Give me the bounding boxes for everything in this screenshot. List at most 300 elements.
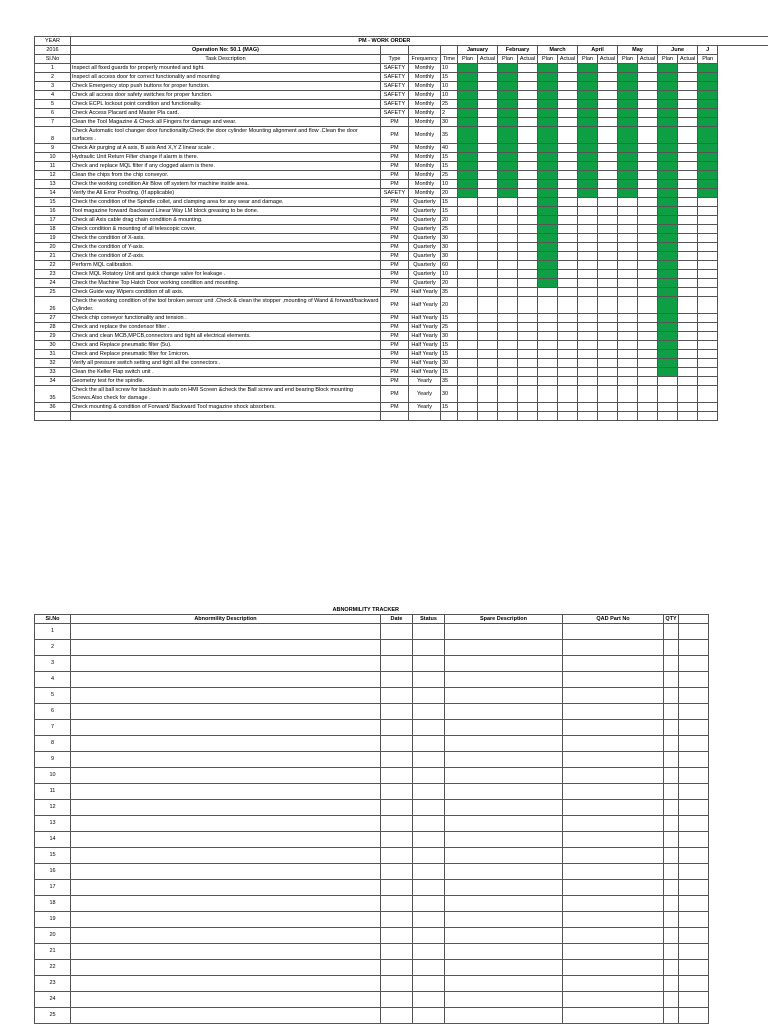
- task-description: Check Guide way Wipers condition of all axis.: [71, 288, 381, 297]
- task-number: 35: [35, 386, 71, 403]
- plan-cell: [618, 288, 638, 297]
- plan-cell: [698, 118, 718, 127]
- pm-task-row: [35, 341, 768, 350]
- actual-cell: [558, 73, 578, 82]
- task-number: 1: [35, 64, 71, 73]
- plan-cell: [658, 207, 678, 216]
- abnormality-qty-cell: [664, 864, 679, 880]
- month-header: J: [698, 46, 718, 55]
- task-time: 15: [441, 207, 458, 216]
- plan-cell: [498, 252, 518, 261]
- plan-cell: [658, 341, 678, 350]
- task-description: Check and Replace pneumatic filter (5u).: [71, 341, 381, 350]
- plan-cell: [458, 386, 478, 403]
- plan-cell: [658, 323, 678, 332]
- task-number: 30: [35, 341, 71, 350]
- plan-cell: [538, 73, 558, 82]
- abnormality-date-cell: [381, 1008, 413, 1024]
- plan-cell: [698, 189, 718, 198]
- actual-cell: [598, 403, 618, 412]
- actual-cell: [558, 198, 578, 207]
- actual-cell: [598, 225, 618, 234]
- actual-cell: [638, 162, 658, 171]
- task-description: Check the condition of Y-axis.: [71, 243, 381, 252]
- task-description: Clean the chips from the chip conveyor.: [71, 171, 381, 180]
- month-header: March: [538, 46, 578, 55]
- task-frequency: Quarterly: [409, 252, 441, 261]
- spacer-cell: [679, 928, 709, 944]
- spacer-cell: [679, 800, 709, 816]
- actual-cell: [678, 207, 698, 216]
- plan-cell: [498, 359, 518, 368]
- plan-cell: [498, 332, 518, 341]
- plan-cell: [618, 82, 638, 91]
- actual-cell: [678, 171, 698, 180]
- actual-cell: [518, 171, 538, 180]
- plan-header: Plan: [498, 55, 518, 64]
- spacer-cell: [718, 180, 768, 189]
- pm-task-row: [35, 82, 768, 91]
- actual-cell: [518, 91, 538, 100]
- spacer-cell: [679, 736, 709, 752]
- plan-cell: [698, 198, 718, 207]
- spacer-cell: [718, 368, 768, 377]
- plan-cell: [498, 91, 518, 100]
- abnormality-status-cell: [413, 976, 445, 992]
- abnormality-row: [35, 944, 709, 960]
- actual-cell: [558, 288, 578, 297]
- plan-cell: [538, 234, 558, 243]
- actual-cell: [518, 82, 538, 91]
- plan-cell: [458, 243, 478, 252]
- task-description: Check Access Placard and Master Pla card.: [71, 109, 381, 118]
- actual-cell: [478, 82, 498, 91]
- abnormality-description-cell: [71, 960, 381, 976]
- abnormality-qty-cell: [664, 816, 679, 832]
- abnormality-date-cell: [381, 816, 413, 832]
- task-number: 25: [35, 288, 71, 297]
- task-type: PM: [381, 180, 409, 189]
- actual-header: Actual: [558, 55, 578, 64]
- pm-task-row: [35, 109, 768, 118]
- plan-cell: [458, 153, 478, 162]
- actual-cell: [598, 288, 618, 297]
- plan-cell: [578, 403, 598, 412]
- actual-cell: [598, 243, 618, 252]
- plan-cell: [458, 82, 478, 91]
- plan-cell: [498, 341, 518, 350]
- plan-cell: [498, 234, 518, 243]
- pm-task-row: [35, 100, 768, 109]
- plan-cell: [498, 162, 518, 171]
- actual-cell: [638, 82, 658, 91]
- actual-cell: [598, 198, 618, 207]
- actual-cell: [638, 118, 658, 127]
- time-header: Time: [441, 55, 458, 64]
- actual-header: Actual: [478, 55, 498, 64]
- abnormality-row: [35, 896, 709, 912]
- task-type: PM: [381, 314, 409, 323]
- abnormality-date-cell: [381, 688, 413, 704]
- spare-header: Spare Description: [445, 615, 563, 624]
- actual-cell: [638, 100, 658, 109]
- plan-cell: [618, 64, 638, 73]
- actual-cell: [478, 368, 498, 377]
- actual-cell: [598, 64, 618, 73]
- task-time: 20: [441, 189, 458, 198]
- abnormality-spare-cell: [445, 880, 563, 896]
- spacer-cell: [718, 261, 768, 270]
- plan-cell: [698, 377, 718, 386]
- plan-cell: [538, 261, 558, 270]
- task-description: Inspect all fixed guards for properly mounted and tight.: [71, 64, 381, 73]
- plan-cell: [618, 109, 638, 118]
- task-number: 4: [35, 91, 71, 100]
- plan-cell: [538, 207, 558, 216]
- actual-cell: [678, 118, 698, 127]
- actual-cell: [598, 82, 618, 91]
- task-frequency: Half Yearly: [409, 288, 441, 297]
- plan-cell: [458, 109, 478, 118]
- actual-cell: [678, 82, 698, 91]
- actual-cell: [678, 162, 698, 171]
- pm-task-row: [35, 359, 768, 368]
- actual-cell: [558, 377, 578, 386]
- actual-cell: [558, 82, 578, 91]
- spacer-cell: [718, 332, 768, 341]
- plan-cell: [658, 109, 678, 118]
- spacer-cell: [718, 100, 768, 109]
- actual-cell: [518, 207, 538, 216]
- abnormality-slno: 22: [35, 960, 71, 976]
- actual-cell: [478, 162, 498, 171]
- actual-cell: [478, 100, 498, 109]
- actual-cell: [638, 288, 658, 297]
- actual-cell: [558, 162, 578, 171]
- actual-cell: [558, 261, 578, 270]
- pm-task-row: [35, 118, 768, 127]
- plan-cell: [698, 100, 718, 109]
- abnormality-row: [35, 864, 709, 880]
- pm-work-order-table: [34, 36, 768, 421]
- abnormality-row: [35, 880, 709, 896]
- plan-cell: [698, 144, 718, 153]
- spacer-cell: [718, 153, 768, 162]
- task-number: 19: [35, 234, 71, 243]
- task-description: Check MQL Rotatory Unit and quick change valve for leakage .: [71, 270, 381, 279]
- task-number: 33: [35, 368, 71, 377]
- actual-cell: [518, 261, 538, 270]
- actual-cell: [558, 368, 578, 377]
- plan-cell: [498, 118, 518, 127]
- task-frequency: Quarterly: [409, 234, 441, 243]
- actual-cell: [638, 180, 658, 189]
- actual-cell: [638, 153, 658, 162]
- plan-cell: [698, 180, 718, 189]
- spacer-cell: [718, 350, 768, 359]
- actual-cell: [638, 297, 658, 314]
- task-number: 6: [35, 109, 71, 118]
- actual-cell: [558, 323, 578, 332]
- abnormality-date-cell: [381, 704, 413, 720]
- abnormality-status-cell: [413, 720, 445, 736]
- plan-cell: [458, 314, 478, 323]
- task-type: PM: [381, 261, 409, 270]
- pm-task-row: [35, 207, 768, 216]
- task-frequency: Half Yearly: [409, 297, 441, 314]
- abnormality-slno: 13: [35, 816, 71, 832]
- task-frequency: Half Yearly: [409, 350, 441, 359]
- pm-task-row: [35, 350, 768, 359]
- actual-cell: [598, 189, 618, 198]
- abnormality-spare-cell: [445, 800, 563, 816]
- type-header: Type: [381, 55, 409, 64]
- plan-cell: [498, 243, 518, 252]
- plan-cell: [498, 261, 518, 270]
- pm-task-row: [35, 171, 768, 180]
- abnormality-spare-cell: [445, 912, 563, 928]
- plan-header: Plan: [538, 55, 558, 64]
- plan-cell: [698, 225, 718, 234]
- plan-cell: [698, 73, 718, 82]
- actual-cell: [678, 234, 698, 243]
- actual-cell: [518, 297, 538, 314]
- plan-cell: [658, 288, 678, 297]
- abnormality-row: [35, 768, 709, 784]
- plan-cell: [578, 279, 598, 288]
- abnormality-spare-cell: [445, 784, 563, 800]
- plan-cell: [618, 91, 638, 100]
- abnormality-description-cell: [71, 816, 381, 832]
- actual-cell: [678, 144, 698, 153]
- plan-cell: [458, 91, 478, 100]
- abnormality-qty-cell: [664, 960, 679, 976]
- plan-cell: [618, 386, 638, 403]
- spacer-cell: [679, 944, 709, 960]
- abnormality-status-cell: [413, 832, 445, 848]
- abnormality-qty-cell: [664, 944, 679, 960]
- actual-cell: [678, 359, 698, 368]
- task-description: Check the condition of Z-axis.: [71, 252, 381, 261]
- task-number: 16: [35, 207, 71, 216]
- abnormality-status-cell: [413, 752, 445, 768]
- task-number: 28: [35, 323, 71, 332]
- plan-cell: [698, 82, 718, 91]
- abnormality-status-cell: [413, 784, 445, 800]
- plan-cell: [578, 368, 598, 377]
- abnormality-description-cell: [71, 672, 381, 688]
- frequency-header: Frequency: [409, 55, 441, 64]
- task-type: PM: [381, 225, 409, 234]
- plan-cell: [658, 350, 678, 359]
- abnormality-description-cell: [71, 928, 381, 944]
- task-type: PM: [381, 377, 409, 386]
- task-type: PM: [381, 279, 409, 288]
- abnormality-qad-cell: [563, 688, 664, 704]
- spacer-cell: [679, 832, 709, 848]
- abnormality-status-cell: [413, 768, 445, 784]
- plan-cell: [658, 64, 678, 73]
- abnormality-row: [35, 832, 709, 848]
- actual-cell: [638, 261, 658, 270]
- actual-cell: [478, 403, 498, 412]
- plan-cell: [498, 368, 518, 377]
- actual-cell: [558, 225, 578, 234]
- abnormality-slno: 18: [35, 896, 71, 912]
- task-time: 2: [441, 109, 458, 118]
- task-time: 30: [441, 252, 458, 261]
- spacer-cell: [718, 341, 768, 350]
- actual-cell: [518, 180, 538, 189]
- spacer-cell: [718, 323, 768, 332]
- plan-cell: [498, 386, 518, 403]
- plan-cell: [498, 109, 518, 118]
- actual-cell: [558, 127, 578, 144]
- actual-cell: [478, 189, 498, 198]
- abnormality-spare-cell: [445, 720, 563, 736]
- task-number: 13: [35, 180, 71, 189]
- plan-cell: [618, 162, 638, 171]
- task-type: PM: [381, 270, 409, 279]
- abnormality-row: [35, 656, 709, 672]
- actual-cell: [558, 180, 578, 189]
- spacer-cell: [679, 896, 709, 912]
- actual-cell: [598, 341, 618, 350]
- abnormality-row: [35, 624, 709, 640]
- actual-cell: [518, 270, 538, 279]
- task-description: Check Air purging at A axis, B axis And X,Y Z linear scale .: [71, 144, 381, 153]
- abnormality-slno: 3: [35, 656, 71, 672]
- task-description: Verify all pressure switch setting and tight all the connectors .: [71, 359, 381, 368]
- plan-cell: [578, 189, 598, 198]
- plan-cell: [458, 252, 478, 261]
- plan-cell: [458, 64, 478, 73]
- plan-cell: [578, 377, 598, 386]
- plan-cell: [498, 225, 518, 234]
- pm-task-row: [35, 73, 768, 82]
- task-frequency: Quarterly: [409, 243, 441, 252]
- task-number: 24: [35, 279, 71, 288]
- abnormality-qad-cell: [563, 1008, 664, 1024]
- abnormality-title: ABNORMILITY TRACKER: [332, 607, 400, 613]
- task-time: 60: [441, 261, 458, 270]
- actual-cell: [678, 198, 698, 207]
- plan-cell: [658, 403, 678, 412]
- plan-cell: [618, 332, 638, 341]
- plan-cell: [698, 341, 718, 350]
- abnormality-status-cell: [413, 928, 445, 944]
- plan-cell: [618, 153, 638, 162]
- task-type: PM: [381, 162, 409, 171]
- abnormality-title-row: [35, 606, 709, 615]
- task-number: 22: [35, 261, 71, 270]
- task-frequency: Monthly: [409, 118, 441, 127]
- abnormality-qty-cell: [664, 880, 679, 896]
- spacer-cell: [718, 189, 768, 198]
- plan-cell: [618, 403, 638, 412]
- spacer-cell: [718, 377, 768, 386]
- actual-header: Actual: [518, 55, 538, 64]
- abnormality-qty-cell: [664, 928, 679, 944]
- plan-cell: [658, 234, 678, 243]
- task-frequency: Monthly: [409, 100, 441, 109]
- task-frequency: Quarterly: [409, 261, 441, 270]
- task-frequency: Half Yearly: [409, 332, 441, 341]
- abnormality-slno: 6: [35, 704, 71, 720]
- month-header: June: [658, 46, 698, 55]
- actual-cell: [478, 332, 498, 341]
- task-type: PM: [381, 118, 409, 127]
- plan-cell: [698, 64, 718, 73]
- plan-cell: [538, 297, 558, 314]
- actual-cell: [518, 118, 538, 127]
- actual-cell: [598, 297, 618, 314]
- plan-cell: [698, 109, 718, 118]
- task-type: SAFETY: [381, 91, 409, 100]
- actual-cell: [518, 323, 538, 332]
- abnormality-status-cell: [413, 944, 445, 960]
- abnormality-qad-cell: [563, 800, 664, 816]
- actual-cell: [638, 234, 658, 243]
- plan-cell: [578, 243, 598, 252]
- plan-cell: [538, 323, 558, 332]
- plan-cell: [458, 359, 478, 368]
- spacer-cell: [718, 288, 768, 297]
- plan-cell: [538, 153, 558, 162]
- actual-cell: [598, 127, 618, 144]
- abnormality-qty-cell: [664, 640, 679, 656]
- task-description: Check and Replace pneumatic filter for 1micron.: [71, 350, 381, 359]
- actual-cell: [598, 386, 618, 403]
- plan-cell: [658, 314, 678, 323]
- task-frequency: Monthly: [409, 171, 441, 180]
- abnormality-status-cell: [413, 624, 445, 640]
- actual-cell: [638, 216, 658, 225]
- task-number: 34: [35, 377, 71, 386]
- actual-cell: [478, 234, 498, 243]
- task-time: 15: [441, 341, 458, 350]
- task-frequency: Monthly: [409, 82, 441, 91]
- abnormality-description-cell: [71, 768, 381, 784]
- plan-cell: [498, 377, 518, 386]
- abnormality-row: [35, 784, 709, 800]
- plan-cell: [538, 341, 558, 350]
- task-time: 15: [441, 368, 458, 377]
- spacer-cell: [718, 91, 768, 100]
- task-type: PM: [381, 332, 409, 341]
- abnormality-date-cell: [381, 880, 413, 896]
- abnormality-qty-cell: [664, 784, 679, 800]
- spacer-cell: [679, 864, 709, 880]
- plan-cell: [578, 350, 598, 359]
- abnormality-slno: 11: [35, 784, 71, 800]
- task-time: 35: [441, 127, 458, 144]
- abnormality-slno: 20: [35, 928, 71, 944]
- pm-header-row-3: [35, 55, 768, 64]
- task-description: Check ECPL lockout point condition and functionality.: [71, 100, 381, 109]
- plan-cell: [658, 386, 678, 403]
- task-description: Check mounting & condition of Forward/ Backward Tool magazine shock absorbers.: [71, 403, 381, 412]
- abnormality-qad-cell: [563, 880, 664, 896]
- spacer-cell: [718, 270, 768, 279]
- abnormality-row: [35, 816, 709, 832]
- actual-cell: [558, 207, 578, 216]
- task-time: 30: [441, 234, 458, 243]
- actual-cell: [638, 198, 658, 207]
- plan-cell: [698, 288, 718, 297]
- qad-header: QAD Part No: [563, 615, 664, 624]
- task-frequency: Quarterly: [409, 216, 441, 225]
